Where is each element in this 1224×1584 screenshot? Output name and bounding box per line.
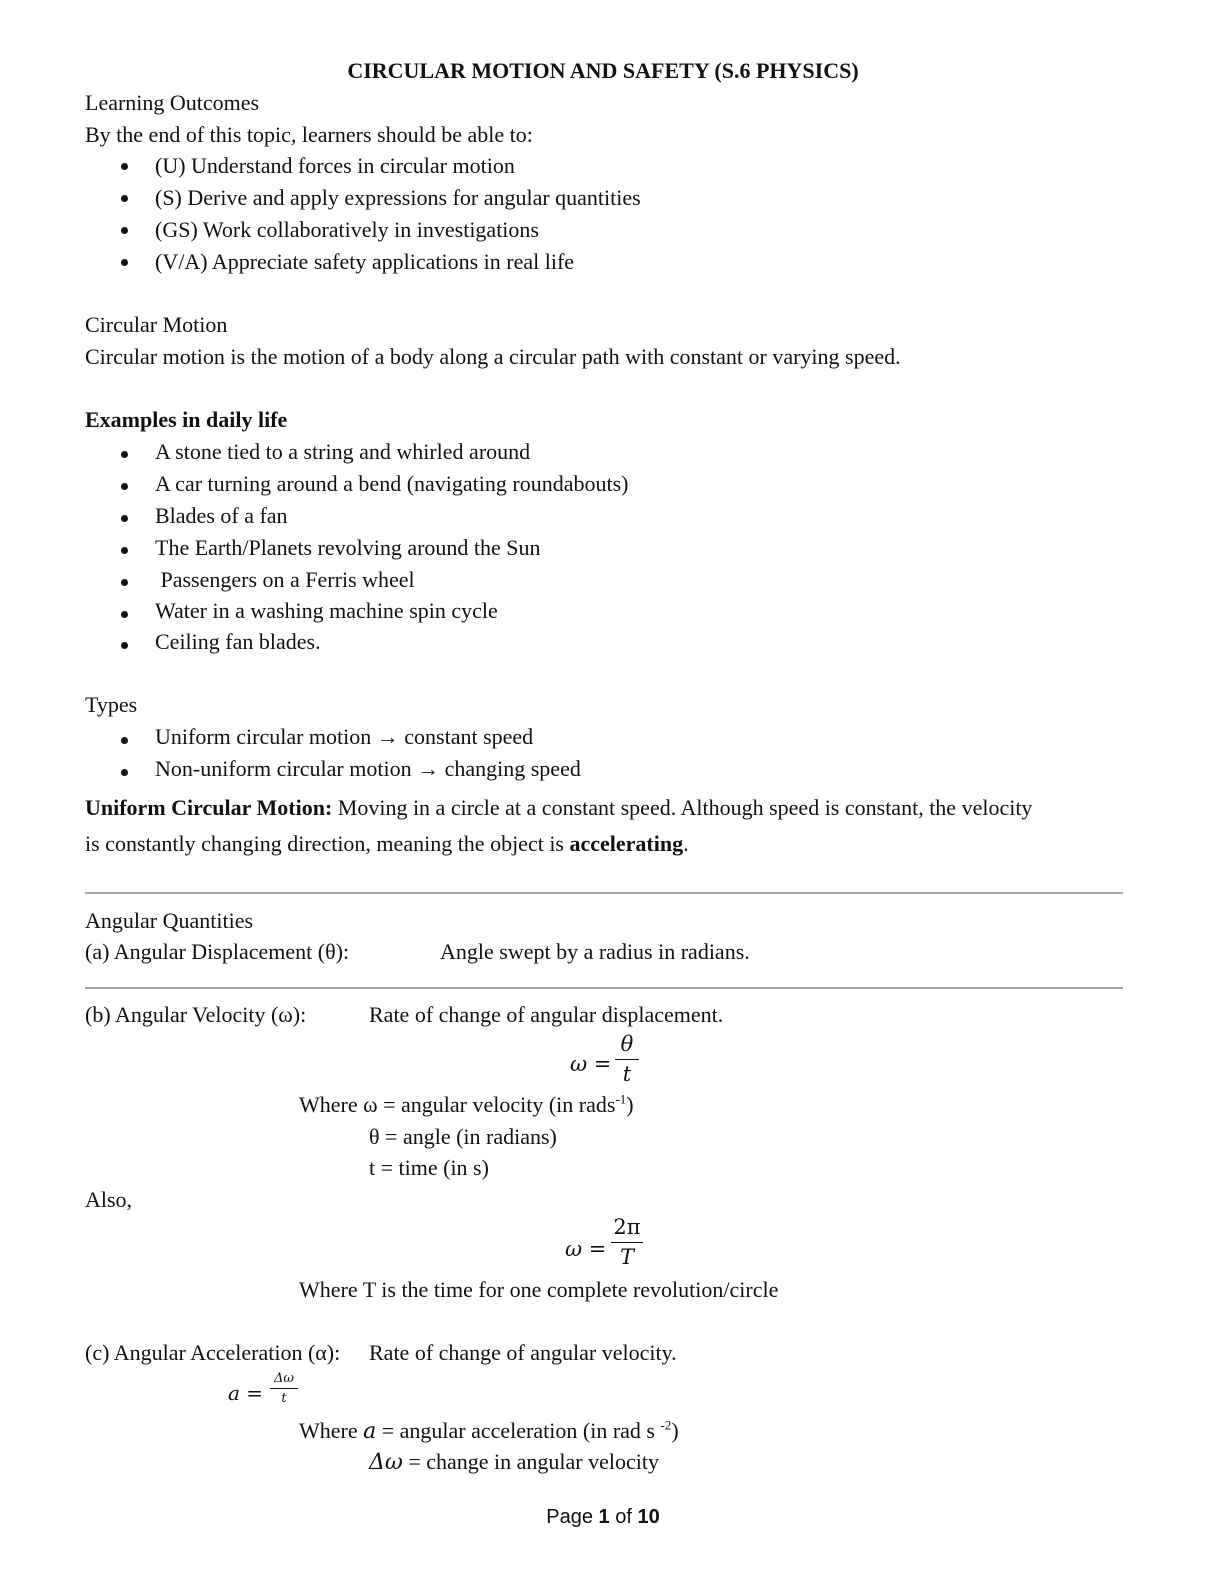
- fraction-denominator: T: [619, 1245, 634, 1269]
- bullet-icon: [121, 579, 128, 586]
- where-theta: θ = angle (in radians): [369, 1124, 557, 1149]
- also-text: Also,: [85, 1187, 133, 1212]
- fraction-numerator: 2π: [613, 1215, 641, 1239]
- fraction-bar: [270, 1388, 298, 1389]
- circular-motion-definition: Circular motion is the motion of a body along a circular path with constant or varying speed.: [85, 344, 901, 369]
- total-pages: 10: [637, 1506, 660, 1528]
- unit-superscript: -2: [660, 1417, 672, 1433]
- type-item: Uniform circular motion → constant speed: [155, 724, 534, 749]
- fraction-numerator: Δω: [274, 1371, 294, 1386]
- where-alpha: [299, 1417, 679, 1444]
- equation-lhs: ω =: [570, 1052, 612, 1076]
- bullet-icon: [121, 611, 128, 618]
- angular-acceleration-label: (c) Angular Acceleration (α):: [85, 1340, 341, 1365]
- angular-displacement-desc: Angle swept by a radius in radians.: [440, 939, 750, 964]
- page-number: [0, 1507, 1206, 1527]
- page-title: CIRCULAR MOTION AND SAFETY (S.6 PHYSICS): [347, 58, 859, 83]
- learning-outcome-item: (GS) Work collaboratively in investigations: [155, 217, 539, 242]
- ucm-text: .: [683, 831, 689, 856]
- learning-outcome-item: (S) Derive and apply expressions for angular quantities: [155, 185, 641, 210]
- where-text: Where: [299, 1418, 364, 1443]
- where-text: ): [671, 1418, 679, 1443]
- page-label: Page: [546, 1506, 599, 1528]
- ucm-paragraph-line2: [85, 833, 689, 855]
- learning-outcomes-intro: By the end of this topic, learners should be able to:: [85, 122, 533, 147]
- bullet-icon: [121, 515, 128, 522]
- example-item: Ceiling fan blades.: [155, 629, 321, 654]
- bullet-icon: [121, 195, 128, 202]
- ucm-text: is constantly changing direction, meaning the object is: [85, 831, 570, 856]
- where-text: = angular acceleration (in rad s: [376, 1418, 661, 1443]
- example-item: The Earth/Planets revolving around the Sun: [155, 535, 541, 560]
- ucm-text: Moving in a circle at a constant speed. Although speed is constant, the velocity: [332, 795, 1033, 820]
- equation-lhs: ω =: [565, 1237, 607, 1261]
- example-item: Water in a washing machine spin cycle: [155, 598, 498, 623]
- example-item: Blades of a fan: [155, 503, 288, 528]
- equation-lhs: a =: [228, 1381, 264, 1405]
- bullet-icon: [121, 259, 128, 266]
- where-time: t = time (in s): [369, 1155, 489, 1180]
- bullet-icon: [121, 737, 128, 744]
- divider: [85, 987, 1123, 989]
- angular-acceleration-desc: Rate of change of angular velocity.: [369, 1340, 677, 1365]
- where-omega: [299, 1091, 634, 1117]
- bullet-icon: [121, 769, 128, 776]
- unit-superscript: -1: [615, 1091, 627, 1107]
- fraction-denominator: t: [281, 1391, 287, 1406]
- ucm-label: Uniform Circular Motion:: [85, 795, 333, 820]
- fraction-numerator: θ: [620, 1032, 634, 1056]
- bullet-icon: [121, 547, 128, 554]
- divider: [85, 892, 1123, 894]
- ucm-emphasis: accelerating: [569, 831, 684, 856]
- example-item: A stone tied to a string and whirled around: [155, 439, 531, 464]
- ucm-paragraph-line1: [85, 797, 1032, 819]
- example-item: Passengers on a Ferris wheel: [155, 567, 415, 592]
- circular-motion-heading: Circular Motion: [85, 312, 228, 337]
- where-text: Where ω = angular velocity (in rads: [299, 1092, 616, 1117]
- math-variable: Δω: [369, 1450, 403, 1475]
- bullet-icon: [121, 451, 128, 458]
- learning-outcomes-heading: Learning Outcomes: [85, 90, 260, 115]
- equation-fraction: [615, 1034, 639, 1085]
- angular-displacement-label: (a) Angular Displacement (θ):: [85, 939, 350, 964]
- angular-quantities-heading: Angular Quantities: [85, 908, 254, 933]
- learning-outcome-item: (U) Understand forces in circular motion: [155, 153, 515, 178]
- where-text: ): [626, 1092, 634, 1117]
- angular-velocity-label: (b) Angular Velocity (ω):: [85, 1002, 307, 1027]
- learning-outcome-item: (V/A) Appreciate safety applications in real life: [155, 249, 575, 274]
- current-page: 1: [598, 1506, 610, 1528]
- fraction-bar: [611, 1242, 643, 1243]
- example-item: A car turning around a bend (navigating roundabouts): [155, 471, 629, 496]
- where-text: = change in angular velocity: [402, 1449, 659, 1474]
- types-heading: Types: [85, 692, 138, 717]
- equation-fraction: [611, 1217, 643, 1268]
- fraction-denominator: t: [622, 1062, 632, 1086]
- bullet-icon: [121, 227, 128, 234]
- bullet-icon: [121, 642, 128, 649]
- where-period: Where T is the time for one complete revolution/circle: [299, 1277, 779, 1302]
- type-item: Non-uniform circular motion → changing speed: [155, 756, 581, 781]
- where-delta-omega: [369, 1451, 659, 1474]
- examples-heading: Examples in daily life: [85, 407, 288, 432]
- bullet-icon: [121, 483, 128, 490]
- page-label: of: [609, 1506, 638, 1528]
- fraction-bar: [615, 1059, 639, 1060]
- equation-fraction: [270, 1372, 298, 1405]
- angular-velocity-desc: Rate of change of angular displacement.: [369, 1002, 724, 1027]
- bullet-icon: [121, 163, 128, 170]
- math-variable: a: [363, 1419, 377, 1444]
